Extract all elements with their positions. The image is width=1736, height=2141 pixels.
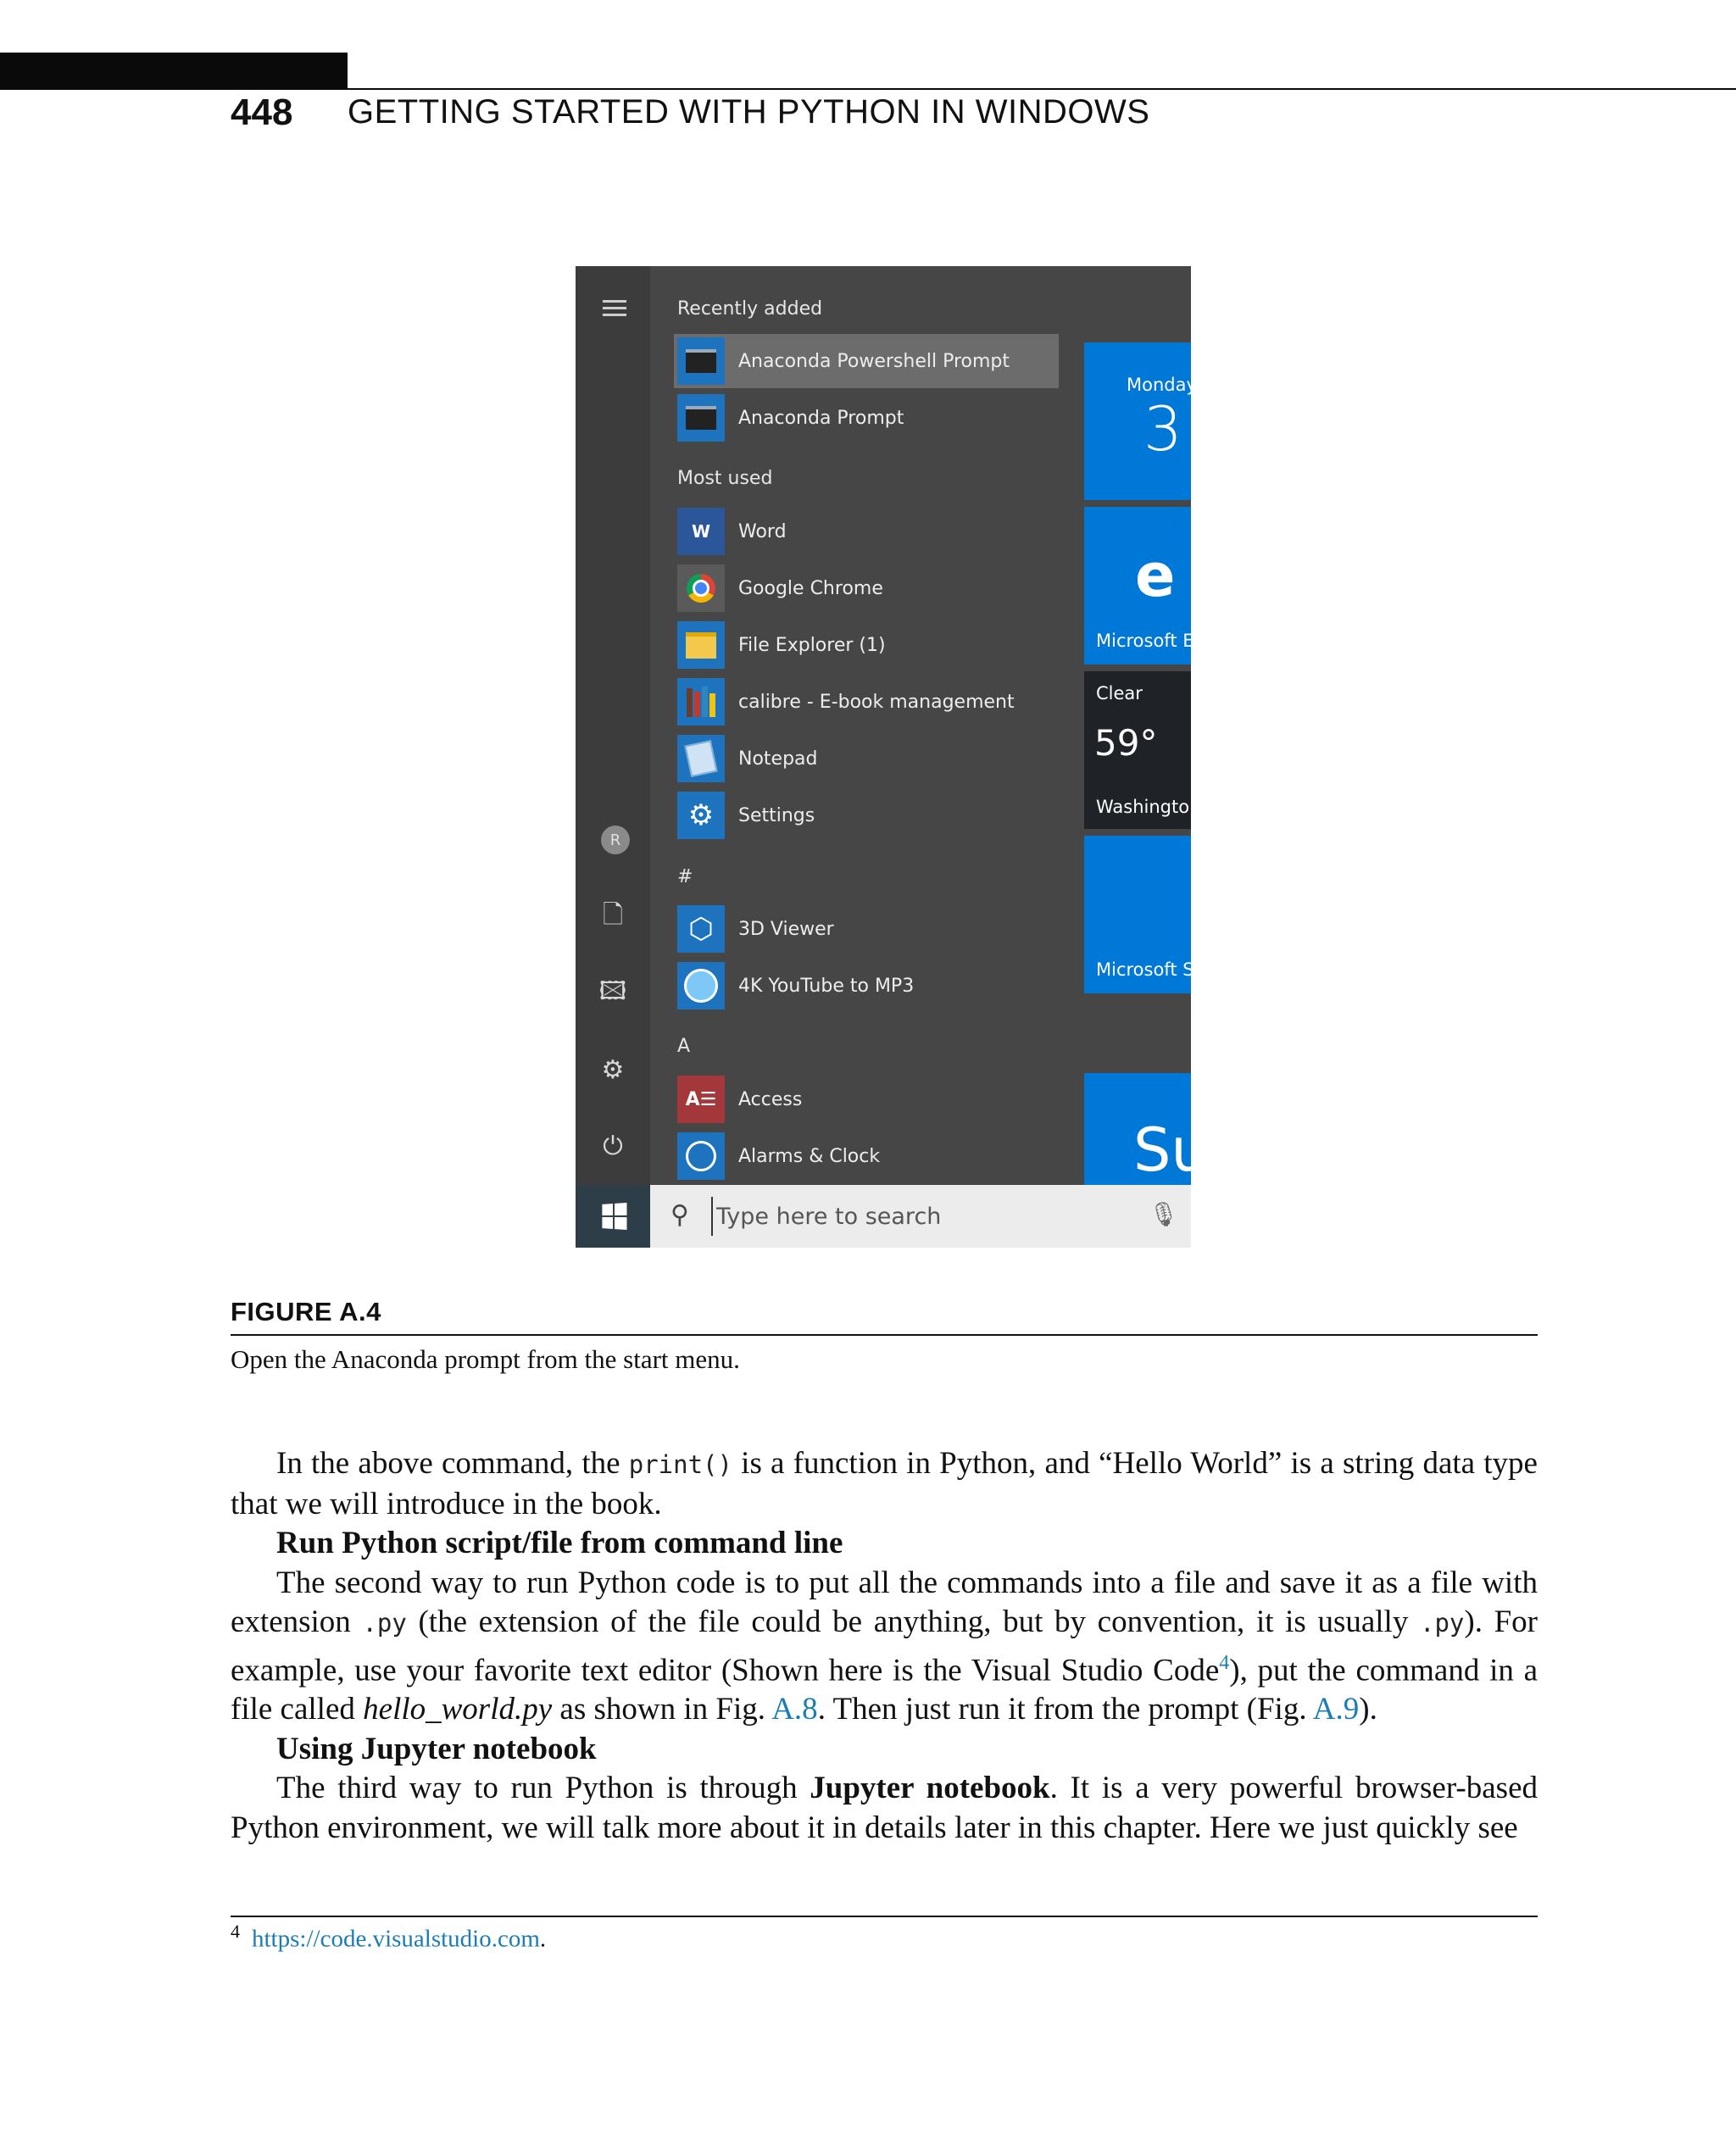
inline-code: .py: [362, 1609, 407, 1638]
search-icon: ⚲: [670, 1200, 689, 1230]
hamburger-icon[interactable]: [603, 300, 626, 315]
weather-temp: 59°: [1094, 722, 1158, 764]
edge-label: Microsoft E: [1096, 631, 1194, 651]
figure-link[interactable]: A.9: [1312, 1692, 1360, 1727]
running-head: GETTING STARTED WITH PYTHON IN WINDOWS: [348, 93, 1150, 131]
clock-icon: [677, 1132, 725, 1180]
taskbar: [576, 1185, 1191, 1248]
header-rule: [348, 88, 1736, 90]
list-item[interactable]: [674, 959, 1059, 1013]
footnote-link[interactable]: https://code.visualstudio.com: [252, 1925, 540, 1953]
books-icon: [677, 678, 725, 726]
notepad-icon: [677, 735, 725, 782]
app-label: 3D Viewer: [738, 918, 834, 940]
footnote: $^4$ https://code.visualstudio.com.: [231, 1921, 547, 1953]
body-text: [231, 1444, 1538, 1848]
list-item[interactable]: [674, 788, 1059, 842]
paragraph: In the above command, the print() is a function in Python, and “Hello World” is a string data type that we will introduce in the book.: [231, 1446, 1538, 1521]
figure-rule: [231, 1334, 1538, 1336]
page-number: 448: [231, 92, 293, 133]
header-bar: [0, 53, 348, 90]
partial-tile-text: Su: [1133, 1115, 1209, 1185]
calendar-tile[interactable]: [1084, 342, 1197, 500]
app-label: Settings: [738, 804, 815, 826]
section-heading: Run Python script/file from command line: [276, 1526, 843, 1560]
inline-code: .py: [1419, 1609, 1465, 1638]
list-item[interactable]: [674, 618, 1059, 672]
group-a[interactable]: A: [677, 1036, 691, 1057]
list-item[interactable]: [674, 675, 1059, 729]
app-label: Anaconda Powershell Prompt: [738, 350, 1010, 372]
start-button[interactable]: [576, 1185, 650, 1248]
weather-city: Washington: [1096, 797, 1201, 817]
app-label: File Explorer (1): [738, 634, 886, 656]
partial-tile[interactable]: [1084, 1073, 1209, 1185]
store-tile[interactable]: [1084, 836, 1194, 993]
filename: hello_world.py: [363, 1692, 553, 1727]
app-label: Alarms & Clock: [738, 1145, 881, 1167]
document-icon[interactable]: 🗋: [602, 899, 624, 930]
list-item[interactable]: [674, 391, 1059, 445]
access-icon: A☰: [677, 1076, 725, 1123]
group-recently-added: Recently added: [677, 298, 823, 320]
weather-condition: Clear: [1096, 683, 1143, 703]
inline-code: print(): [628, 1450, 732, 1479]
word-icon: W: [677, 508, 725, 555]
terminal-icon: [677, 394, 725, 442]
list-item[interactable]: [674, 731, 1059, 786]
list-item[interactable]: [674, 334, 1059, 388]
cloud-icon: [677, 962, 725, 1009]
edge-tile[interactable]: [1084, 507, 1194, 665]
edge-icon: e: [1135, 541, 1176, 610]
weather-tile[interactable]: [1084, 671, 1201, 829]
windows-logo-icon: [602, 1203, 626, 1230]
gear-icon: ⚙: [677, 792, 725, 839]
app-label: Access: [738, 1088, 803, 1110]
list-item[interactable]: [674, 1072, 1059, 1126]
group-hash[interactable]: #: [677, 866, 693, 887]
group-most-used: Most used: [677, 468, 773, 489]
start-menu-screenshot: [576, 266, 1209, 1248]
footnote-number: 4: [231, 1921, 240, 1942]
cube-icon: ⬡: [677, 905, 725, 953]
settings-gear-icon[interactable]: ⚙: [601, 1054, 625, 1085]
calendar-day: Monday: [1127, 375, 1197, 395]
start-rail: [576, 266, 650, 1185]
figure-link[interactable]: A.8: [771, 1692, 818, 1727]
figure-caption: Open the Anaconda prompt from the start menu.: [231, 1344, 740, 1374]
tile-column: [1084, 266, 1209, 1185]
app-label: calibre - E-book management: [738, 691, 1015, 713]
app-label: Anaconda Prompt: [738, 407, 904, 429]
power-icon[interactable]: ⏻: [603, 1131, 623, 1161]
app-label: 4K YouTube to MP3: [738, 975, 915, 997]
footnote-ref[interactable]: 4: [1219, 1651, 1230, 1674]
section-heading: Using Jupyter notebook: [276, 1731, 597, 1766]
microphone-icon[interactable]: 🎙: [1149, 1200, 1179, 1228]
footnote-rule: [231, 1916, 1538, 1917]
terminal-icon: [677, 337, 725, 385]
list-item[interactable]: [674, 1129, 1059, 1183]
store-label: Microsoft S: [1096, 959, 1194, 980]
avatar[interactable]: R: [601, 826, 630, 854]
list-item[interactable]: [674, 902, 1059, 956]
list-item[interactable]: [674, 504, 1059, 559]
folder-icon: [677, 621, 725, 669]
paragraph: The second way to run Python code is to put all the commands into a file and save it as a file with extension .py (the extension of the file could be anything, but by convention, it is usually .py). For example, use your favorite text editor (Shown here is the Visual Studio Code$^4$), put the command in a file called hello_world.py as shown in Fig. A.8. Then just run it from the prompt (Fig. A.9).: [231, 1565, 1538, 1727]
pictures-icon[interactable]: 🖾: [598, 976, 627, 1006]
calendar-date: 3: [1143, 393, 1182, 464]
app-label: Google Chrome: [738, 577, 883, 599]
figure-label: FIGURE A.4: [231, 1297, 381, 1326]
bold-term: Jupyter notebook: [810, 1771, 1050, 1806]
chrome-icon: [677, 564, 725, 612]
app-label: Word: [738, 520, 787, 542]
search-input[interactable]: [711, 1197, 1140, 1236]
app-label: Notepad: [738, 748, 818, 770]
list-item[interactable]: [674, 561, 1059, 615]
paragraph: The third way to run Python is through Jupyter notebook. It is a very powerful browser-based Python environment, we will talk more about it in details later in this chapter. Here we just quickly see: [231, 1771, 1538, 1845]
